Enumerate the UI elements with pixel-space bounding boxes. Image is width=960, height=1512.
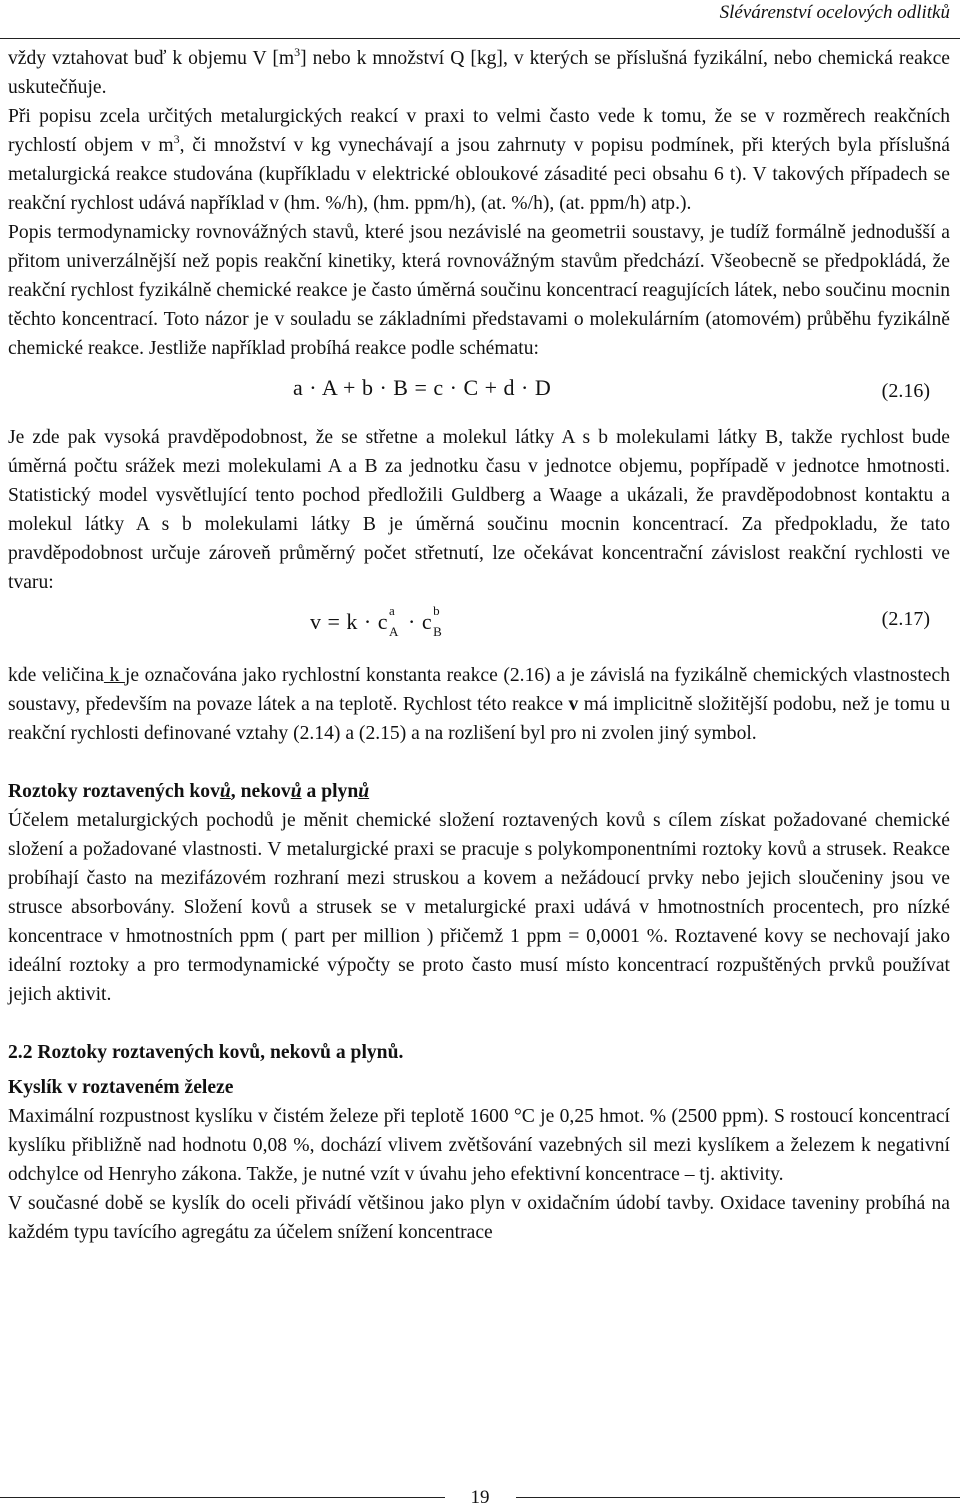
kde-text-c: má implicitně složitější podobu, než je tomu u reakční rychlosti definované vztahy (2.14) a (2.15) a na rozlišení byl pro ni zvolen jiný symbol. (8, 694, 950, 744)
page-content (8, 44, 950, 1247)
kde-text-a: kde veličina (8, 665, 104, 686)
equation-2-17-number: (2.17) (881, 608, 930, 630)
intro-superscript: 3 (294, 45, 301, 59)
eq217-lhs: v = k · c (310, 609, 388, 634)
eq217-sub-a: A (389, 624, 399, 639)
subheading-kyslik: Kyslík v roztaveném železe (8, 1077, 234, 1098)
kde-k-symbol: k (103, 665, 125, 686)
eq217-sup-a: a (389, 603, 396, 618)
heading-roztoky (8, 777, 950, 806)
paragraph-kyslik-1: Maximální rozpustnost kyslíku v čistém železe při teplotě 1600 °C je 0,25 hmot. % (2500 ppm). S rostoucí koncentrací kyslíku přibližně nad hodnotu 0,08 %, dochází vlivem zvětšování vazebných sil mezi kyslíkem a železem k negativní odchylce od Henryho zákona. Takže, je nutné vzít v úvahu jeho efektivní koncentrace – tj. aktivity. (8, 1106, 950, 1185)
spacer (8, 748, 950, 777)
equation-2-16-number: (2.16) (881, 380, 930, 402)
page-footer (0, 1486, 960, 1510)
popis-text-a: Při popisu zcela určitých metalurgických reakcí v praxi to velmi často vede k tomu, že se v rozměrech reakčních rychlostí objem v m (8, 106, 950, 156)
page-header (0, 0, 960, 39)
paragraph-ucel: Účelem metalurgických pochodů je měnit chemické složení roztavených kovů s cílem získat požadované chemické složení a požadované vlastnosti. V metalurgické praxi se pracuje s polykomponentními roztoky kovů a strusek. Reakce probíhají často na mezifázovém rozhraní mezi struskou a kovem a nežádoucí prvky nebo jejich sloučeniny jsou ve strusce absorbovány. Složení kovů a strusek se v metalurgické praxi udává v hmotnostních procentech, pro nízké koncentrace v hmotnostních ppm ( part per million ) přičemž 1 ppm = 0,0001 %. Roztavené kovy se nechovají jako ideální roztoky a pro termodynamické výpočty se proto často musí místo koncentrací rozpuštěných prvků používat jejich aktivit. (8, 810, 950, 1005)
spacer (8, 1009, 950, 1038)
heading-roztoky-b: , nekov (230, 781, 291, 802)
heading-roztoky-u2: ů (290, 781, 302, 802)
eq217-script-a (388, 603, 402, 639)
eq217-sub-b: B (433, 624, 443, 639)
popis-superscript: 3 (173, 132, 180, 146)
running-title: Slévárenství ocelových odlitků (719, 2, 950, 23)
kde-v-symbol: v (568, 694, 579, 715)
heading-roztoky-a: Roztoky roztavených kov (8, 781, 220, 802)
kde-text-b: je označována jako rychlostní konstanta reakce (2.16) a je závislá na fyzikálně chemických vlastnostech soustavy, především na povaze látek a na teplotě. Rychlost této reakce (8, 665, 950, 715)
paragraph-kyslik-2: V současné době se kyslík do oceli přivádí většinou jako plyn v oxidačním údobí tavby. Oxidace taveniny probíhá na každém typu tavícího agregátu za účelem snížení koncentrace (8, 1193, 950, 1243)
paragraph-termodynamika: Popis termodynamicky rovnovážných stavů, které jsou nezávislé na geometrii soustavy, je tudíž formálně jednodušší a přitom univerzálnější než popis reakční kinetiky, která rovnovážným stavům předchází. Všeobecně se předpokládá, že reakční rychlost fyzikálně chemické reakce je často úměrná součinu koncentrací reagujících látek, nebo součinu mocnin těchto koncentrací. Toto názor je v souladu se základními představami o molekulárním (atomovém) průběhu fyzikálně chemické reakce. Jestliže například probíhá reakce podle schématu: (8, 222, 950, 359)
page-number: 19 (445, 1487, 516, 1508)
intro-text-b: ] nebo k množství Q [kg], v kterých se příslušná fyzikální, nebo chemická reakce uskutečňuje. (8, 48, 951, 98)
intro-text-a: vždy vztahovat buď k objemu V [m (8, 48, 295, 69)
eq217-script-b (432, 603, 446, 639)
eq217-sup-b: b (433, 603, 441, 618)
paragraph-popis (8, 102, 950, 218)
paragraph-kde (8, 661, 950, 748)
eq217-mid: · c (402, 609, 433, 634)
paragraph-pravdepodobnost: Je zde pak vysoká pravděpodobnost, že se střetne a molekul látky A s b molekulami látky B, takže rychlost bude úměrná počtu srážek mezi molekulami A a B za jednotku času v jednotce objemu, popřípadě v jednotce hmotnosti. Statistický model vysvětlující tento pochod předložili Guldberg a Waage a ukázali, že pravděpodobnost kontaktu a molekul látky A s b molekulami látky B je úměrná součinu mocnin koncentrací. Za předpokladu, že tato pravděpodobnost určuje zároveň průměrný počet střetnutí, lze očekávat koncentrační závislost reakční rychlosti ve tvaru: (8, 427, 950, 593)
paragraph-intro (8, 44, 950, 102)
equation-2-16 (8, 363, 950, 423)
heading-roztoky-u3: ů (358, 781, 370, 802)
heading-roztoky-u1: ů (219, 781, 231, 802)
equation-2-16-formula: a · A + b · B = c · C + d · D (293, 375, 552, 400)
equation-2-17-formula (310, 603, 446, 639)
section-heading-2-2: 2.2 Roztoky roztavených kovů, nekovů a plynů. (8, 1042, 404, 1063)
heading-roztoky-c: a plyn (301, 781, 359, 802)
equation-2-17 (8, 597, 950, 661)
popis-text-b: , či množství v kg vynechávají a jsou zahrnuty v popisu podmínek, při kterých byla příslušná metalurgická reakce studována (kupříkladu v elektrické obloukové zásadité peci obsahu 6 t). V takových případech se reakční rychlost udává například v (hm. %/h), (hm. ppm/h), (at. %/h), (at. ppm/h) atp.). (8, 135, 950, 214)
